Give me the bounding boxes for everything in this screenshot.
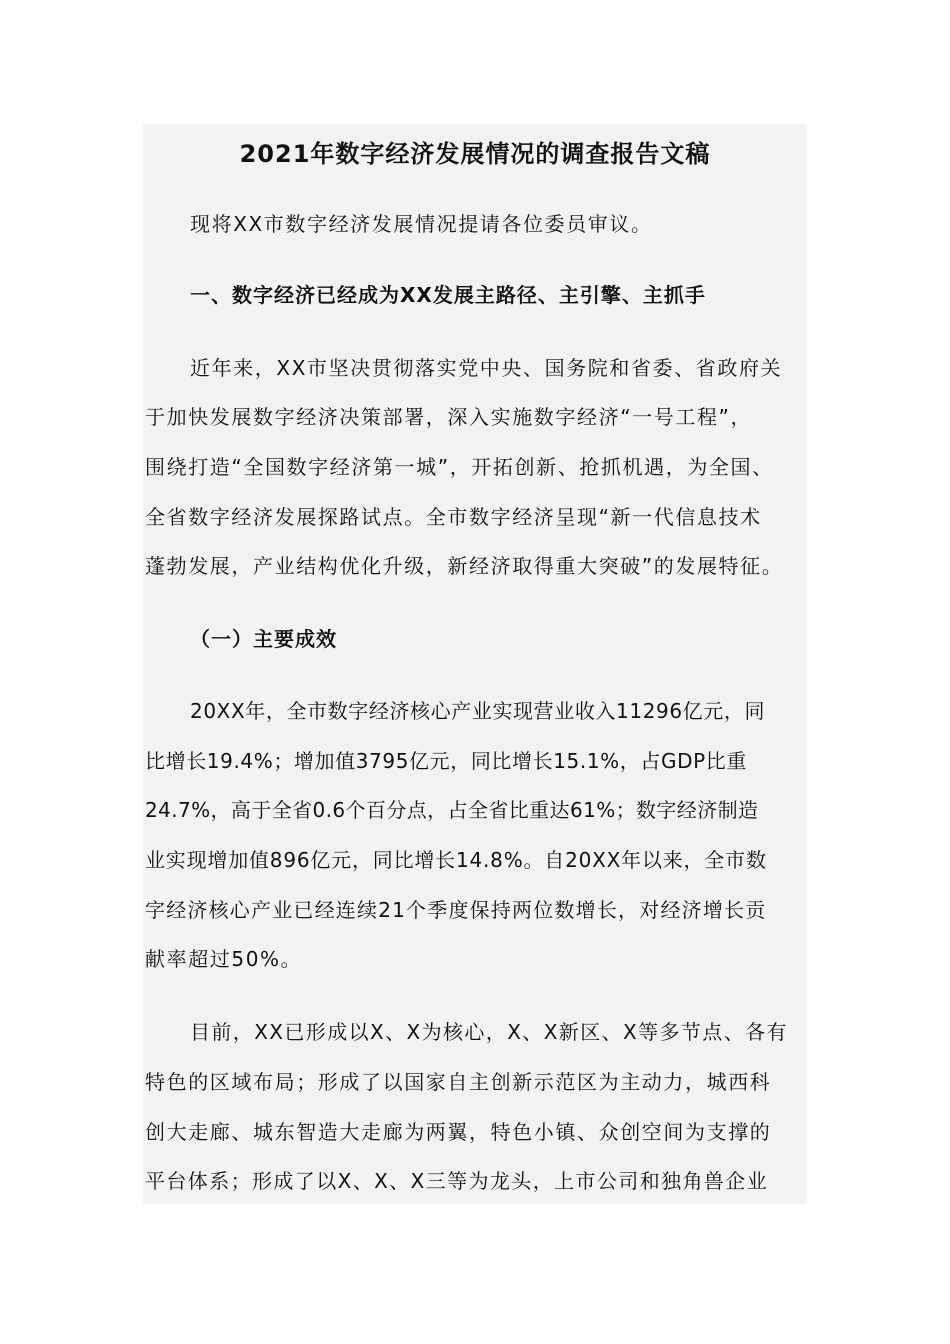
paragraph-line: 围绕打造“全国数字经济第一城”，开拓创新、抢抓机遇，为全国、 [145, 455, 774, 479]
paragraph-line: 创大走廊、城东智造大走廊为两翼，特色小镇、众创空间为支撑的 [145, 1120, 772, 1144]
paragraph-line: 比增长19.4%；增加值3795亿元，同比增长15.1%，占GDP比重 [145, 749, 747, 773]
paragraph-line: 特色的区域布局；形成了以国家自主创新示范区为主动力，城西科 [145, 1070, 772, 1094]
paragraph-line: 字经济核心产业已经连续21个季度保持两位数增长，对经济增长贡 [145, 898, 767, 922]
paragraph-line: 蓬勃发展，产业结构优化升级，新经济取得重大突破”的发展特征。 [145, 554, 784, 578]
document-title: 2021年数字经济发展情况的调查报告文稿 [239, 140, 711, 168]
paragraph-line: 目前，XX已形成以X、X为核心，X、X新区、X等多节点、各有 [190, 1020, 788, 1044]
paragraph-line: 全省数字经济发展探路试点。全市数字经济呈现“新一代信息技术 [145, 505, 762, 529]
subheading-main-results: （一）主要成效 [190, 627, 337, 651]
paragraph-line: 近年来，XX市坚决贯彻落实党中央、国务院和省委、省政府关 [190, 356, 783, 380]
paragraph-line: 平台体系；形成了以X、X、X三等为龙头，上市公司和独角兽企业 [145, 1169, 769, 1193]
paragraph-line: 于加快发展数字经济决策部署，深入实施数字经济“一号工程”， [145, 405, 753, 429]
intro-paragraph: 现将XX市数字经济发展情况提请各位委员审议。 [190, 212, 653, 236]
section-heading-1: 一、数字经济已经成为XX发展主路径、主引擎、主抓手 [190, 283, 706, 307]
paragraph-line: 20XX年，全市数字经济核心产业实现营业收入11296亿元，同 [190, 699, 766, 723]
paragraph-line: 献率超过50%。 [145, 947, 303, 971]
paragraph-line: 业实现增加值896亿元，同比增长14.8%。自20XX年以来，全市数 [145, 848, 767, 872]
paragraph-line: 24.7%，高于全省0.6个百分点，占全省比重达61%；数字经济制造 [145, 798, 759, 822]
